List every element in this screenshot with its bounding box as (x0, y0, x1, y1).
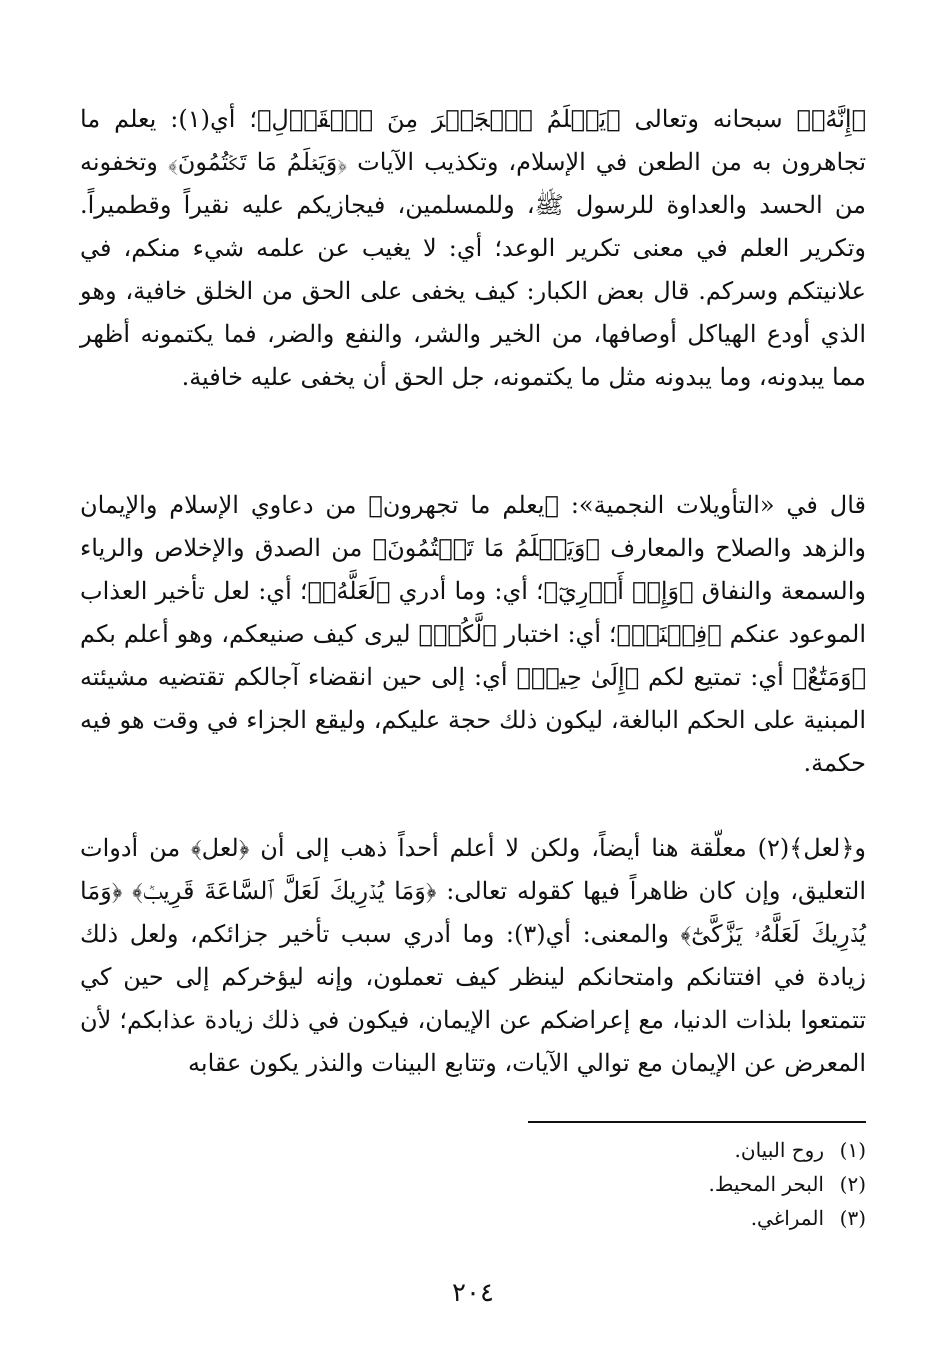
body-paragraph: ﴿إِنَّهُۥ﴾ سبحانه وتعالى ﴿يَعۡلَمُ ٱلۡجَهۡرَ مِنَ ٱلۡقَوۡلِ﴾؛ أي(١): يعلم ما تجاهرون به من الطعن في الإسلام، وتكذيب الآيات ﴿وَيَعۡلَمُ مَا تَكۡتُمُونَ﴾ وتخفونه من الحسد والعداوة للرسول ﷺ، وللمسلمين، فيجازيكم عليه نقيراً وقطميراً. وتكرير العلم في معنى تكرير الوعد؛ أي: لا يغيب عن علمه شيء منكم، في علانيتكم وسركم. قال بعض الكبار: كيف يخفى على الحق من الخلق خافية، وهو الذي أودع الهياكل أوصافها، من الخير والشر، والنفع والضر، فما يكتمونه أظهر مما يبدونه، وما يبدونه مثل ما يكتمونه، جل الحق أن يخفى عليه خافية. (80, 105, 866, 391)
footnote-text: المراغي. (750, 1206, 824, 1230)
footnote-number: (٣) (839, 1206, 866, 1230)
footnote-text: البحر المحيط. (708, 1172, 824, 1196)
body-paragraph: قال في «التأويلات النجمية»: ﴿يعلم ما تجهرون﴾ من دعاوي الإسلام والإيمان والزهد والصلاح والمعارف ﴿وَيَعۡلَمُ مَا تَكۡتُمُونَ﴾ من الصدق والإخلاص والرياء والسمعة والنفاق ﴿وَإِنۡ أَدۡرِيٓ﴾؛ أي: وما أدري ﴿لَعَلَّهُۥ﴾؛ أي: لعل تأخير العذاب الموعود عنكم ﴿فِتۡنَةٞ﴾؛ أي: اختبار ﴿لَّكُمۡ﴾ ليرى كيف صنيعكم، وهو أعلم بكم ﴿وَمَتَٰعٌ﴾ أي: تمتيع لكم ﴿إِلَىٰ حِينٖ﴾ أي: إلى حين انقضاء آجالكم تقتضيه مشيئته المبنية على الحكم البالغة، ليكون ذلك حجة عليكم، وليقع الجزاء في وقت هو فيه حكمة. (80, 491, 866, 777)
footnote (500, 1201, 866, 1235)
footnote-number: (٢) (839, 1172, 866, 1196)
footnote (500, 1133, 866, 1167)
page-number: ٢٠٤ (452, 1278, 494, 1308)
body-paragraph: و﴿لعل﴾(٢) معلّقة هنا أيضاً، ولكن لا أعلم أحداً ذهب إلى أن ﴿لعل﴾ من أدوات التعليق، وإن كان ظاهراً فيها كقوله تعالى: ﴿وَمَا يُدۡرِيكَ لَعَلَّ ٱلسَّاعَةَ قَرِيبٞ﴾ ﴿وَمَا يُدۡرِيكَ لَعَلَّهُۥ يَزَّكَّىٰٓ﴾ والمعنى: أي(٣): وما أدري سبب تأخير جزائكم، ولعل ذلك زيادة في افتتانكم وامتحانكم لينظر كيف تعملون، وإنه ليؤخركم إلى حين كي تتمتعوا بلذات الدنيا، مع إعراضكم عن الإيمان، فيكون في ذلك زيادة عذابكم؛ لأن المعرض عن الإيمان مع توالي الآيات، وتتابع البينات والنذر يكون عقابه (80, 834, 866, 1077)
footnote-text: روح البيان. (734, 1138, 824, 1162)
footnotes (500, 1133, 866, 1235)
footnote-number: (١) (839, 1138, 866, 1162)
footnote (500, 1167, 866, 1201)
footnote-divider (528, 1121, 866, 1123)
